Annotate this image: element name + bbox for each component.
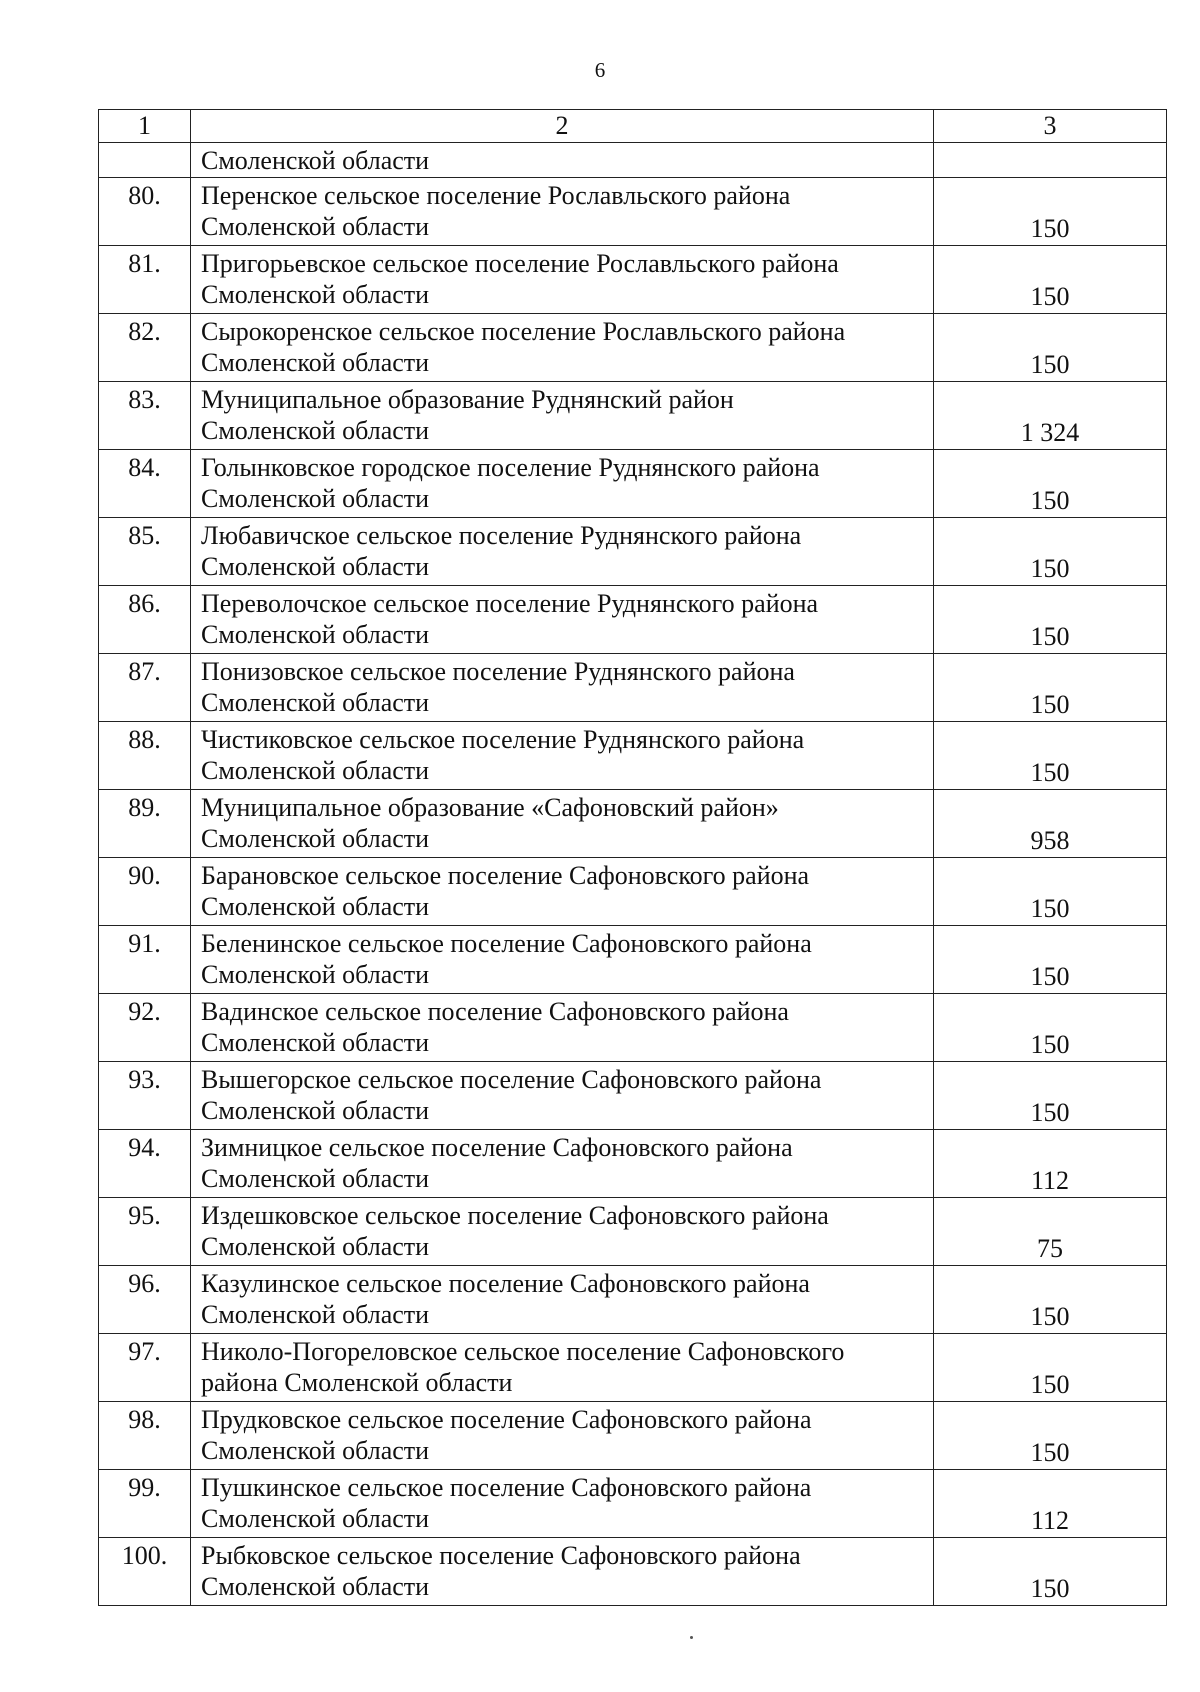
row-value: 150 — [934, 1334, 1167, 1402]
row-name — [191, 1130, 934, 1198]
row-number: 91. — [99, 926, 191, 994]
row-name-line-2: Смоленской области — [201, 1232, 430, 1261]
allocation-table — [98, 109, 1167, 1606]
row-name-line-2: Смоленской области — [201, 552, 430, 581]
row-name-line-1: Николо-Погореловское сельское поселение Сафоновского — [201, 1337, 845, 1366]
row-name — [191, 722, 934, 790]
column-header-2: 2 — [191, 110, 934, 143]
row-name-line-2: Смоленской области — [201, 1436, 430, 1465]
row-name-line-1: Казулинское сельское поселение Сафоновского района — [201, 1269, 810, 1298]
row-number: 96. — [99, 1266, 191, 1334]
column-header-1: 1 — [99, 110, 191, 143]
table-row — [99, 994, 1167, 1062]
row-name-line-1: Беленинское сельское поселение Сафоновского района — [201, 929, 812, 958]
row-value: 150 — [934, 1402, 1167, 1470]
row-number: 86. — [99, 586, 191, 654]
table-row — [99, 586, 1167, 654]
row-name — [191, 586, 934, 654]
page-number: 6 — [594, 58, 606, 82]
row-name-line-1: Сырокоренское сельское поселение Рославльского района — [201, 317, 846, 346]
table-row — [99, 518, 1167, 586]
row-name-line-2: Смоленской области — [201, 416, 430, 445]
row-name-line-2: Смоленской области — [201, 1028, 430, 1057]
row-number: 87. — [99, 654, 191, 722]
row-number: 89. — [99, 790, 191, 858]
row-value: 150 — [934, 654, 1167, 722]
row-name-line-1: Чистиковское сельское поселение Руднянского района — [201, 725, 805, 754]
row-number: 98. — [99, 1402, 191, 1470]
table-row — [99, 858, 1167, 926]
table-row — [99, 1198, 1167, 1266]
row-name-line-2: Смоленской области — [201, 1300, 430, 1329]
row-name — [191, 1334, 934, 1402]
row-value: 150 — [934, 246, 1167, 314]
row-value: 150 — [934, 858, 1167, 926]
row-name-line-1: Муниципальное образование Руднянский район — [201, 385, 734, 414]
row-name-line-2: Смоленской области — [201, 1096, 430, 1125]
column-header-3: 3 — [934, 110, 1167, 143]
table-row — [99, 178, 1167, 246]
row-name-line-2: Смоленской области — [201, 484, 430, 513]
table-row — [99, 1538, 1167, 1606]
table-row — [99, 1470, 1167, 1538]
row-name-line-2: Смоленской области — [201, 348, 430, 377]
row-name — [191, 790, 934, 858]
row-value: 150 — [934, 450, 1167, 518]
row-name-line-2: Смоленской области — [201, 892, 430, 921]
row-number: 95. — [99, 1198, 191, 1266]
table-row — [99, 1130, 1167, 1198]
row-name-line-2: Смоленской области — [201, 620, 430, 649]
row-number: 90. — [99, 858, 191, 926]
row-number: 100. — [99, 1538, 191, 1606]
table-row — [99, 450, 1167, 518]
row-name — [191, 178, 934, 246]
row-name — [191, 1402, 934, 1470]
table-row — [99, 314, 1167, 382]
row-name — [191, 1198, 934, 1266]
row-name: Смоленской области — [191, 143, 934, 178]
row-value: 958 — [934, 790, 1167, 858]
row-value: 75 — [934, 1198, 1167, 1266]
row-value: 150 — [934, 586, 1167, 654]
row-value: 150 — [934, 1266, 1167, 1334]
row-name-line-2: Смоленской области — [201, 824, 430, 853]
row-name-line-2: Смоленской области — [201, 212, 430, 241]
row-number: 93. — [99, 1062, 191, 1130]
row-name-line-2: Смоленской области — [201, 756, 430, 785]
row-value — [934, 143, 1167, 178]
row-name-line-1: Любавичское сельское поселение Руднянского района — [201, 521, 802, 550]
row-name-line-1: Муниципальное образование «Сафоновский район» — [201, 793, 779, 822]
row-name — [191, 382, 934, 450]
table-row — [99, 790, 1167, 858]
row-name-line-1: Пушкинское сельское поселение Сафоновского района — [201, 1473, 812, 1502]
row-number: 99. — [99, 1470, 191, 1538]
row-value: 150 — [934, 1538, 1167, 1606]
row-name-line-1: Вадинское сельское поселение Сафоновского района — [201, 997, 789, 1026]
table-row — [99, 1402, 1167, 1470]
table-row — [99, 926, 1167, 994]
row-name — [191, 926, 934, 994]
row-name-line-1: Понизовское сельское поселение Руднянского района — [201, 657, 795, 686]
table-row — [99, 382, 1167, 450]
row-value: 112 — [934, 1470, 1167, 1538]
table-row — [99, 1266, 1167, 1334]
scan-speck — [690, 1636, 693, 1639]
row-number: 94. — [99, 1130, 191, 1198]
row-value: 150 — [934, 722, 1167, 790]
continuation-row — [99, 143, 1167, 178]
row-value: 150 — [934, 926, 1167, 994]
row-name — [191, 314, 934, 382]
row-value: 150 — [934, 1062, 1167, 1130]
row-name-line-1: Издешковское сельское поселение Сафоновского района — [201, 1201, 829, 1230]
row-number: 97. — [99, 1334, 191, 1402]
row-name — [191, 246, 934, 314]
row-number: 83. — [99, 382, 191, 450]
row-name — [191, 1538, 934, 1606]
row-name-line-2: Смоленской области — [201, 960, 430, 989]
table-row — [99, 654, 1167, 722]
row-number — [99, 143, 191, 178]
row-name-line-1: Рыбковское сельское поселение Сафоновского района — [201, 1541, 801, 1570]
row-name-line-1: Перенское сельское поселение Рославльского района — [201, 181, 791, 210]
row-value: 112 — [934, 1130, 1167, 1198]
table-header-row — [99, 110, 1167, 143]
row-name-line-1: Переволочское сельское поселение Руднянского района — [201, 589, 819, 618]
table-row — [99, 1062, 1167, 1130]
row-name-line-1: Вышегорское сельское поселение Сафоновского района — [201, 1065, 822, 1094]
row-name-line-2: Смоленской области — [201, 1572, 430, 1601]
row-value: 150 — [934, 314, 1167, 382]
row-name-line-2: Смоленской области — [201, 280, 430, 309]
row-number: 88. — [99, 722, 191, 790]
row-name — [191, 1062, 934, 1130]
table-row — [99, 246, 1167, 314]
row-number: 82. — [99, 314, 191, 382]
row-value: 1 324 — [934, 382, 1167, 450]
row-name — [191, 994, 934, 1062]
row-name-line-2: Смоленской области — [201, 688, 430, 717]
row-number: 80. — [99, 178, 191, 246]
row-value: 150 — [934, 518, 1167, 586]
row-name — [191, 450, 934, 518]
row-value: 150 — [934, 178, 1167, 246]
row-name — [191, 1470, 934, 1538]
row-value: 150 — [934, 994, 1167, 1062]
row-name-line-1: Зимницкое сельское поселение Сафоновского района — [201, 1133, 793, 1162]
row-name-line-2: Смоленской области — [201, 1504, 430, 1533]
table-row — [99, 1334, 1167, 1402]
row-number: 81. — [99, 246, 191, 314]
row-number: 84. — [99, 450, 191, 518]
row-name — [191, 858, 934, 926]
row-name-line-1: Барановское сельское поселение Сафоновского района — [201, 861, 810, 890]
row-number: 85. — [99, 518, 191, 586]
row-name — [191, 1266, 934, 1334]
row-name — [191, 518, 934, 586]
row-number: 92. — [99, 994, 191, 1062]
row-name-line-1: Голынковское городское поселение Руднянского района — [201, 453, 820, 482]
row-name-line-2: района Смоленской области — [201, 1368, 513, 1397]
row-name-line-1: Прудковское сельское поселение Сафоновского района — [201, 1405, 812, 1434]
row-name — [191, 654, 934, 722]
table-row — [99, 722, 1167, 790]
row-name-line-2: Смоленской области — [201, 1164, 430, 1193]
row-name-line-1: Пригорьевское сельское поселение Рославльского района — [201, 249, 839, 278]
